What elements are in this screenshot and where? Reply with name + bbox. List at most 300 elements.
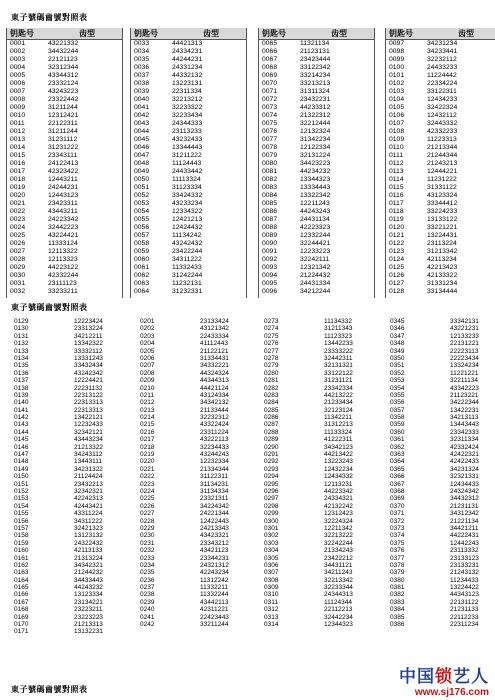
- list-item: [140, 348, 257, 355]
- key-number: 0363: [390, 451, 405, 459]
- table-row: [259, 128, 374, 136]
- tooth-code: 43311224: [74, 510, 103, 518]
- tooth-code: 21123131: [300, 48, 330, 55]
- list-item: [390, 340, 495, 347]
- tooth-code: 21244232: [74, 569, 103, 577]
- table-row: [131, 64, 246, 72]
- table-row: [7, 200, 122, 208]
- key-number: 0284: [264, 399, 279, 407]
- key-number: 0378: [390, 561, 405, 569]
- header-key: 钥匙号: [389, 29, 413, 38]
- table-row: [131, 272, 246, 280]
- list-item: [140, 473, 257, 480]
- key-number: 0114: [389, 176, 404, 183]
- page-title: 東子號碼齒號對照表: [11, 13, 88, 22]
- key-number: 0095: [262, 280, 278, 287]
- header-key: 钥匙号: [10, 29, 34, 38]
- list-item: [390, 577, 495, 584]
- tooth-code: 23311224: [200, 428, 229, 436]
- tooth-code: 23111123: [48, 280, 77, 287]
- table-row: [259, 80, 374, 88]
- tooth-code: 13224422: [450, 584, 479, 592]
- table-row: [131, 72, 246, 80]
- table-row: [259, 112, 374, 120]
- list-item: [14, 370, 131, 377]
- list-item: [390, 481, 495, 488]
- table-row: [131, 48, 246, 56]
- list-item: [390, 562, 495, 569]
- table-row: [7, 224, 122, 232]
- table-row: [7, 184, 122, 192]
- list-item: [264, 444, 381, 451]
- key-number: 0167: [14, 598, 29, 606]
- key-number: 0170: [14, 621, 29, 629]
- table-row: [259, 248, 374, 256]
- tooth-code: 11332244: [200, 591, 229, 599]
- key-number: 0148: [14, 458, 29, 466]
- key-number: 0280: [264, 369, 279, 377]
- code-table: [6, 28, 123, 298]
- tooth-code: 23423444: [300, 56, 331, 63]
- list-item: [390, 444, 495, 451]
- key-number: 0011: [10, 120, 25, 127]
- key-number: 0016: [10, 160, 26, 167]
- tooth-code: 31334431: [200, 354, 229, 362]
- list-item: [140, 399, 257, 406]
- tooth-code: 23133424: [200, 318, 229, 325]
- key-number: 0314: [264, 621, 279, 629]
- tooth-code: 23313224: [74, 325, 103, 333]
- table-row: [259, 168, 374, 176]
- key-number: 0371: [390, 510, 405, 518]
- tooth-code: 32233434: [172, 112, 203, 119]
- footer-title: 東子號碼齒號對照表: [11, 685, 88, 694]
- tooth-code: 34332221: [200, 362, 229, 370]
- tooth-code: 24433233: [427, 64, 458, 71]
- key-number: 0164: [14, 576, 29, 584]
- list-item: [140, 421, 257, 428]
- tooth-code: 31211244: [48, 128, 78, 135]
- key-number: 0142: [14, 414, 29, 422]
- key-number: 0204: [140, 340, 155, 348]
- key-number: 0233: [140, 554, 155, 562]
- table-row: [7, 176, 122, 184]
- key-number: 0033: [134, 40, 150, 47]
- tooth-code: 32213222: [324, 532, 353, 540]
- list-item: [264, 488, 381, 495]
- tooth-code: 13442233: [324, 340, 353, 348]
- key-number: 0043: [134, 120, 150, 127]
- table-row: [259, 240, 374, 248]
- tooth-code: 23113224: [427, 240, 457, 247]
- list-item: [264, 385, 381, 392]
- tooth-code: 31134231: [200, 480, 229, 488]
- tooth-code: 42243234: [200, 569, 229, 577]
- tooth-code: 42422433: [450, 458, 479, 466]
- key-number: 0285: [264, 406, 279, 414]
- tooth-code: 12424432: [172, 224, 203, 231]
- table-row: [131, 264, 246, 272]
- tooth-code: 33214234: [300, 72, 331, 79]
- code-table: [385, 28, 495, 298]
- tooth-code: 32342321: [74, 487, 103, 495]
- tooth-code: 31231112: [48, 136, 78, 143]
- tooth-code: 23432213: [74, 480, 103, 488]
- list-item: [140, 510, 257, 517]
- key-number: 0097: [389, 40, 405, 47]
- list-item: [390, 318, 495, 325]
- key-number: 0115: [389, 184, 404, 191]
- key-number: 0384: [390, 606, 405, 614]
- list-item: [264, 532, 381, 539]
- table-row: [131, 176, 246, 184]
- tooth-code: 23223211: [74, 606, 103, 614]
- table-header: [386, 28, 495, 40]
- tooth-code: 11123323: [324, 332, 352, 340]
- tooth-code: 42242313: [74, 495, 103, 503]
- list-item: [390, 591, 495, 598]
- tooth-code: 32131321: [324, 362, 353, 370]
- key-number: 0029: [10, 264, 26, 271]
- list-item: [390, 466, 495, 473]
- key-number: 0309: [264, 584, 279, 592]
- key-number: 0306: [264, 561, 279, 569]
- tooth-code: 12132324: [300, 128, 331, 135]
- tooth-code: 12113231: [324, 480, 353, 488]
- key-number: 0076: [262, 128, 278, 135]
- tooth-code: 31331122: [427, 184, 457, 191]
- tooth-code: 23113233: [172, 128, 202, 135]
- key-number: 0085: [262, 200, 278, 207]
- tooth-code: 32232112: [427, 56, 457, 63]
- list-item: [140, 577, 257, 584]
- tooth-code: 33122122: [324, 369, 353, 377]
- list-item: [14, 510, 131, 517]
- tooth-code: 33342131: [450, 318, 479, 325]
- tooth-code: 41112443: [200, 340, 228, 348]
- tooth-code: 24431134: [300, 216, 330, 223]
- key-number: 0084: [262, 192, 278, 199]
- list-item: [14, 466, 131, 473]
- key-number: 0359: [390, 421, 405, 429]
- list-item: [390, 614, 495, 621]
- key-number: 0147: [14, 451, 29, 459]
- tooth-code: 22313313: [74, 406, 103, 414]
- site-url: www.sj176.com: [414, 687, 489, 698]
- tooth-code: 12232334: [200, 458, 229, 466]
- list-item: [14, 555, 131, 562]
- key-number: 0143: [14, 421, 29, 429]
- list-item: [390, 436, 495, 443]
- list-item: [140, 540, 257, 547]
- key-number: 0203: [140, 332, 155, 340]
- tooth-code: 13422121: [74, 414, 103, 422]
- tooth-code: 42132242: [324, 502, 353, 510]
- list-item: [390, 518, 495, 525]
- table-row: [386, 88, 495, 96]
- list-item: [264, 525, 381, 532]
- tooth-code: 31213342: [427, 248, 458, 255]
- table-row: [131, 88, 246, 96]
- tooth-code: 32213342: [324, 576, 353, 584]
- table-row: [259, 88, 374, 96]
- list-item: [14, 325, 131, 332]
- table-row: [7, 80, 122, 88]
- list-item: [390, 325, 495, 332]
- key-number: 0301: [264, 524, 279, 532]
- tooth-code: 43244243: [200, 451, 229, 459]
- key-number: 0094: [262, 272, 278, 279]
- tooth-code: 21124424: [74, 473, 103, 481]
- tooth-code: 34231234: [427, 40, 458, 47]
- key-number: 0020: [10, 192, 26, 199]
- tooth-code: 12443123: [48, 192, 79, 199]
- table-row: [386, 176, 495, 184]
- key-number: 0125: [389, 264, 405, 271]
- key-number: 0056: [134, 224, 150, 231]
- list-item: [140, 340, 257, 347]
- tooth-code: 13443443: [450, 421, 479, 429]
- key-number: 0057: [134, 232, 150, 239]
- tooth-code: 34311222: [74, 517, 103, 525]
- key-number: 0031: [10, 280, 26, 287]
- key-number: 0220: [140, 458, 155, 466]
- tooth-code: 44222431: [450, 532, 479, 540]
- table-row: [259, 216, 374, 224]
- tooth-code: 43221332: [48, 40, 79, 47]
- header-key: 钥匙号: [262, 29, 286, 38]
- list-item: [390, 540, 495, 547]
- list-item: [264, 569, 381, 576]
- table-row: [386, 200, 495, 208]
- key-number: 0206: [140, 354, 155, 362]
- key-number: 0209: [140, 377, 155, 385]
- key-number: 0294: [264, 473, 279, 481]
- key-number: 0034: [134, 48, 150, 55]
- list-item: [264, 407, 381, 414]
- key-number: 0004: [10, 64, 26, 71]
- table-row: [131, 96, 246, 104]
- list-item: [264, 555, 381, 562]
- tooth-code: 34233441: [427, 48, 458, 55]
- table-row: [7, 168, 122, 176]
- tooth-code: 12434433: [450, 480, 479, 488]
- key-number: 0006: [10, 80, 26, 87]
- list-item: [140, 436, 257, 443]
- site-watermark: [399, 662, 489, 698]
- tooth-code: 33221221: [427, 224, 458, 231]
- table-row: [386, 256, 495, 264]
- key-number: 0075: [262, 120, 278, 127]
- tooth-code: 43222113: [200, 436, 229, 444]
- tooth-code: 23134221: [74, 598, 103, 606]
- tooth-code: 12444221: [427, 168, 458, 175]
- tooth-code: 44213422: [324, 451, 353, 459]
- key-number: 0295: [264, 480, 279, 488]
- tooth-code: 24244231: [48, 184, 79, 191]
- key-number: 0156: [14, 517, 29, 525]
- list-item: [390, 348, 495, 355]
- key-number: 0008: [10, 96, 26, 103]
- list-item: [264, 370, 381, 377]
- table-row: [259, 264, 374, 272]
- key-number: 0354: [390, 384, 405, 392]
- key-number: 0124: [389, 256, 405, 263]
- key-number: 0113: [389, 168, 404, 175]
- table-row: [259, 136, 374, 144]
- key-number: 0122: [389, 240, 405, 247]
- tooth-code: 21334243: [324, 547, 353, 555]
- table-row: [7, 72, 122, 80]
- list-item: [390, 510, 495, 517]
- list-item: [390, 599, 495, 606]
- key-number: 0054: [134, 208, 150, 215]
- list-item: [14, 614, 131, 621]
- table-row: [7, 160, 122, 168]
- list-item: [140, 555, 257, 562]
- tooth-code: 23113332: [450, 547, 479, 555]
- key-number: 0133: [14, 347, 29, 355]
- key-number: 0123: [389, 248, 405, 255]
- tooth-code: 31123334: [172, 184, 202, 191]
- tooth-code: 34311222: [172, 256, 202, 263]
- list-item: [390, 377, 495, 384]
- table-row: [131, 280, 246, 288]
- table-row: [386, 40, 495, 48]
- table-row: [386, 112, 495, 120]
- key-number: 0376: [390, 547, 405, 555]
- header-code: 齿型: [79, 29, 95, 38]
- key-number: 0049: [134, 168, 150, 175]
- key-number: 0351: [390, 362, 405, 370]
- table-row: [7, 96, 122, 104]
- tooth-code: 33233211: [48, 288, 78, 295]
- key-number: 0222: [140, 473, 155, 481]
- key-number: 0150: [14, 473, 29, 481]
- tooth-code: 12133233: [450, 332, 479, 340]
- key-number: 0110: [389, 144, 404, 151]
- key-number: 0046: [134, 144, 150, 151]
- key-number: 0081: [262, 168, 278, 175]
- table-row: [386, 152, 495, 160]
- key-number: 0051: [134, 184, 150, 191]
- key-number: 0108: [389, 128, 405, 135]
- tooth-code: 22231132: [74, 384, 103, 392]
- tooth-code: 34222344: [450, 399, 479, 407]
- key-number: 0130: [14, 325, 29, 333]
- tooth-code: 12432234: [324, 465, 353, 473]
- list-item: [390, 458, 495, 465]
- tooth-code: 22112233: [450, 613, 479, 621]
- tooth-code: 11113324: [172, 176, 201, 183]
- key-number: 0066: [262, 48, 278, 55]
- list-item: [390, 355, 495, 362]
- tooth-code: 21313224: [74, 554, 103, 562]
- key-number: 0364: [390, 458, 405, 466]
- key-number: 0381: [390, 584, 405, 592]
- table-row: [131, 40, 246, 48]
- key-number: 0297: [264, 495, 279, 503]
- key-number: 0126: [389, 272, 405, 279]
- key-number: 0090: [262, 240, 278, 247]
- key-number: 0028: [10, 256, 26, 263]
- table-row: [7, 88, 122, 96]
- tooth-code: 23342334: [324, 384, 353, 392]
- tooth-code: 32212444: [300, 120, 331, 127]
- section-title: 東子號碼齒號對照表: [11, 303, 88, 312]
- tooth-code: 33344412: [427, 200, 458, 207]
- key-number: 0089: [262, 232, 278, 239]
- header-code: 齿型: [331, 29, 347, 38]
- list-item: [264, 348, 381, 355]
- tooth-code: 11224442: [427, 72, 457, 79]
- key-number: 0219: [140, 451, 155, 459]
- tooth-code: 44223122: [48, 264, 79, 271]
- table-row: [7, 120, 122, 128]
- key-number: 0136: [14, 369, 29, 377]
- key-number: 0030: [10, 272, 26, 279]
- key-number: 0048: [134, 160, 150, 167]
- tooth-code: 34342132: [200, 399, 229, 407]
- table-row: [386, 184, 495, 192]
- table-row: [386, 48, 495, 56]
- key-number: 0350: [390, 354, 405, 362]
- table-row: [259, 232, 374, 240]
- tooth-code: 43233234: [172, 200, 203, 207]
- list-item: [140, 466, 257, 473]
- tooth-code: 33211244: [200, 621, 229, 629]
- table-row: [259, 176, 374, 184]
- table-row: [386, 224, 495, 232]
- key-number: 0071: [262, 88, 278, 95]
- table-row: [259, 256, 374, 264]
- list-item: [264, 599, 381, 606]
- key-number: 0377: [390, 554, 405, 562]
- table-row: [386, 216, 495, 224]
- tooth-code: 32131224: [300, 152, 331, 159]
- tooth-code: 34432244: [48, 48, 79, 55]
- tooth-code: 24331234: [172, 64, 203, 71]
- tooth-code: 11134332: [324, 318, 352, 325]
- table-row: [259, 200, 374, 208]
- key-number: 0228: [140, 517, 155, 525]
- tooth-code: 23322442: [48, 96, 79, 103]
- tooth-code: 13344323: [300, 176, 331, 183]
- table-row: [386, 288, 495, 296]
- tooth-code: 31342234: [300, 136, 331, 143]
- key-number: 0237: [140, 584, 155, 592]
- table-row: [386, 128, 495, 136]
- table-row: [259, 184, 374, 192]
- tooth-code: 12421213: [172, 216, 203, 223]
- list-item: [14, 606, 131, 613]
- tooth-code: 22223434: [450, 354, 479, 362]
- tooth-code: 21322312: [300, 112, 331, 119]
- tooth-code: 11124344: [324, 598, 352, 606]
- table-row: [259, 104, 374, 112]
- tooth-code: 13322342: [300, 192, 331, 199]
- list-item: [264, 421, 381, 428]
- tooth-code: 43442113: [200, 598, 229, 606]
- key-number: 0207: [140, 362, 155, 370]
- key-number: 0157: [14, 524, 29, 532]
- table-row: [7, 208, 122, 216]
- tooth-code: 23321311: [200, 495, 229, 503]
- list-item: [390, 495, 495, 502]
- key-number: 0283: [264, 391, 279, 399]
- list-item: [140, 525, 257, 532]
- tooth-code: 34342321: [74, 561, 103, 569]
